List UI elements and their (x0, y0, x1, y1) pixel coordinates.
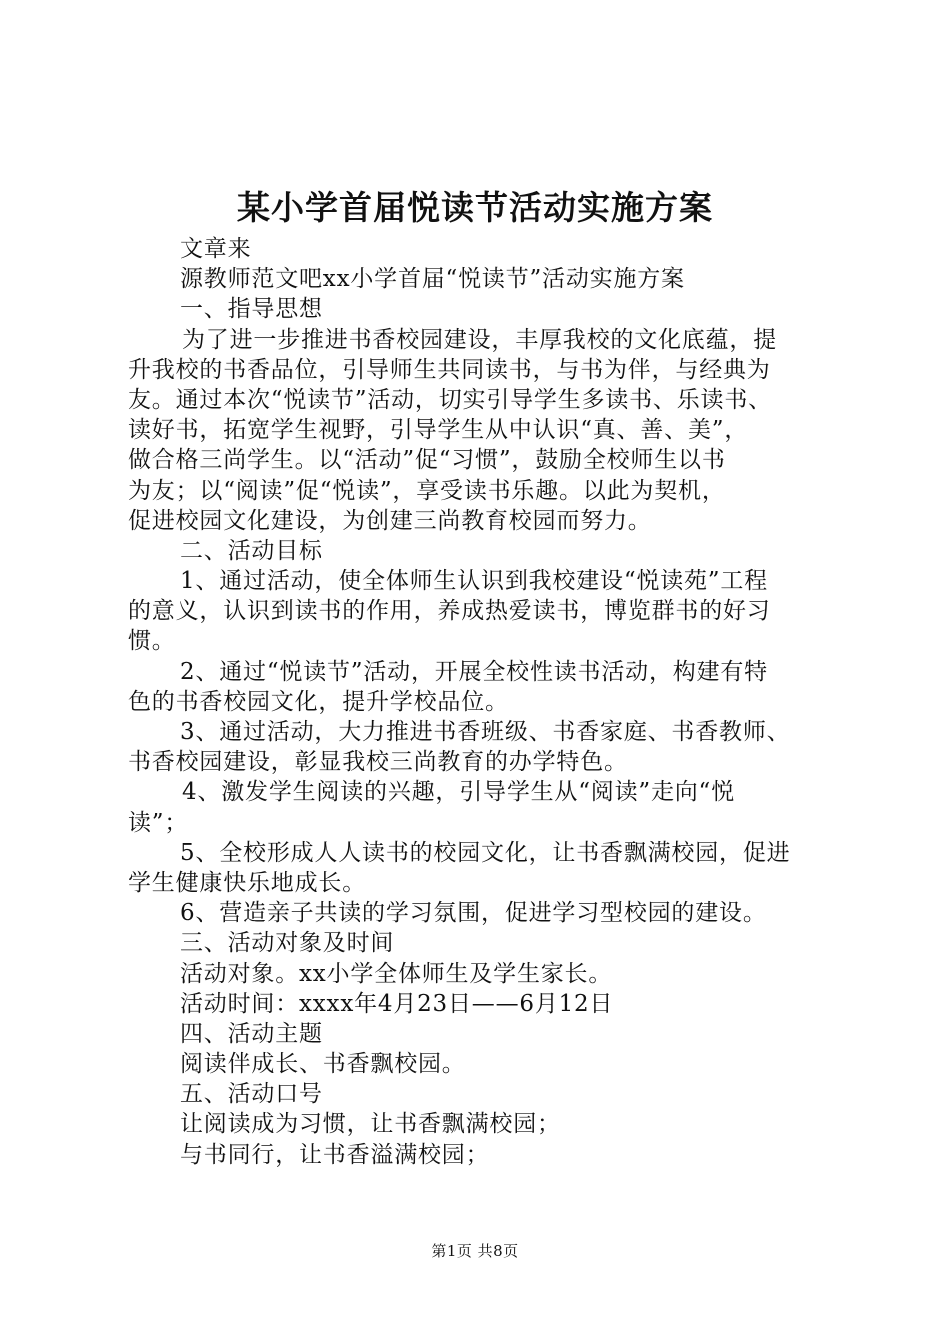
body-line: 源教师范文吧xx小学首届“悦读节”活动实施方案 (180, 266, 685, 293)
section-heading: 一、指导思想 (180, 296, 323, 323)
paragraph-line: 友。通过本次“悦读节”活动，切实引导学生多读书、乐读书、 (128, 386, 772, 413)
body-line: 让阅读成为习惯，让书香飘满校园； (180, 1111, 561, 1138)
list-item-line: 4、激发学生阅读的兴趣，引导学生从“阅读”走向“悦 (182, 779, 735, 806)
list-item-line: 学生健康快乐地成长。 (128, 869, 366, 896)
document-title: 某小学首届悦读节活动实施方案 (237, 188, 713, 227)
body-line: 文章来 (180, 236, 252, 262)
section-heading: 四、活动主题 (180, 1020, 323, 1047)
page-footer: 第1页 共8页 (431, 1242, 519, 1260)
list-item-line: 读”； (128, 809, 189, 836)
list-item-line: 惯。 (128, 628, 176, 655)
paragraph-line: 读好书，拓宽学生视野，引导学生从中认识“真、善、美”， (128, 417, 749, 444)
section-heading: 五、活动口号 (180, 1081, 323, 1108)
paragraph-line: 为友；以“阅读”促“悦读”，享受读书乐趣。以此为契机， (128, 477, 726, 504)
list-item-line: 1、通过活动，使全体师生认识到我校建设“悦读苑”工程 (180, 568, 768, 595)
section-heading: 三、活动对象及时间 (180, 930, 395, 957)
list-item-line: 色的书香校园文化，提升学校品位。 (128, 688, 509, 715)
document-body (128, 234, 840, 1170)
list-item-line: 6、营造亲子共读的学习氛围，促进学习型校园的建设。 (180, 900, 767, 927)
paragraph-line: 促进校园文化建设，为创建三尚教育校园而努力。 (128, 507, 652, 534)
paragraph-line: 升我校的书香品位，引导师生共同读书，与书为伴，与经典为 (128, 356, 771, 383)
list-item-line: 的意义，认识到读书的作用，养成热爱读书，博览群书的好习 (128, 598, 771, 625)
paragraph-line: 做合格三尚学生。以“活动”促“习惯”，鼓励全校师生以书 (128, 447, 726, 474)
body-line: 活动对象。xx小学全体师生及学生家长。 (180, 960, 613, 987)
body-line: 阅读伴成长、书香飘校园。 (180, 1051, 466, 1078)
body-line: 活动时间：xxxx年4月23日——6月12日 (180, 990, 614, 1017)
paragraph-line: 为了进一步推进书香校园建设，丰厚我校的文化底蕴，提 (182, 326, 777, 353)
list-item-line: 书香校园建设，彰显我校三尚教育的办学特色。 (128, 749, 628, 776)
list-item-line: 2、通过“悦读节”活动，开展全校性读书活动，构建有特 (180, 658, 768, 685)
body-line: 与书同行，让书香溢满校园； (180, 1141, 490, 1168)
list-item-line: 5、全校形成人人读书的校园文化，让书香飘满校园，促进 (180, 839, 791, 866)
list-item-line: 3、通过活动，大力推进书香班级、书香家庭、书香教师、 (180, 719, 791, 745)
section-heading: 二、活动目标 (180, 537, 323, 564)
